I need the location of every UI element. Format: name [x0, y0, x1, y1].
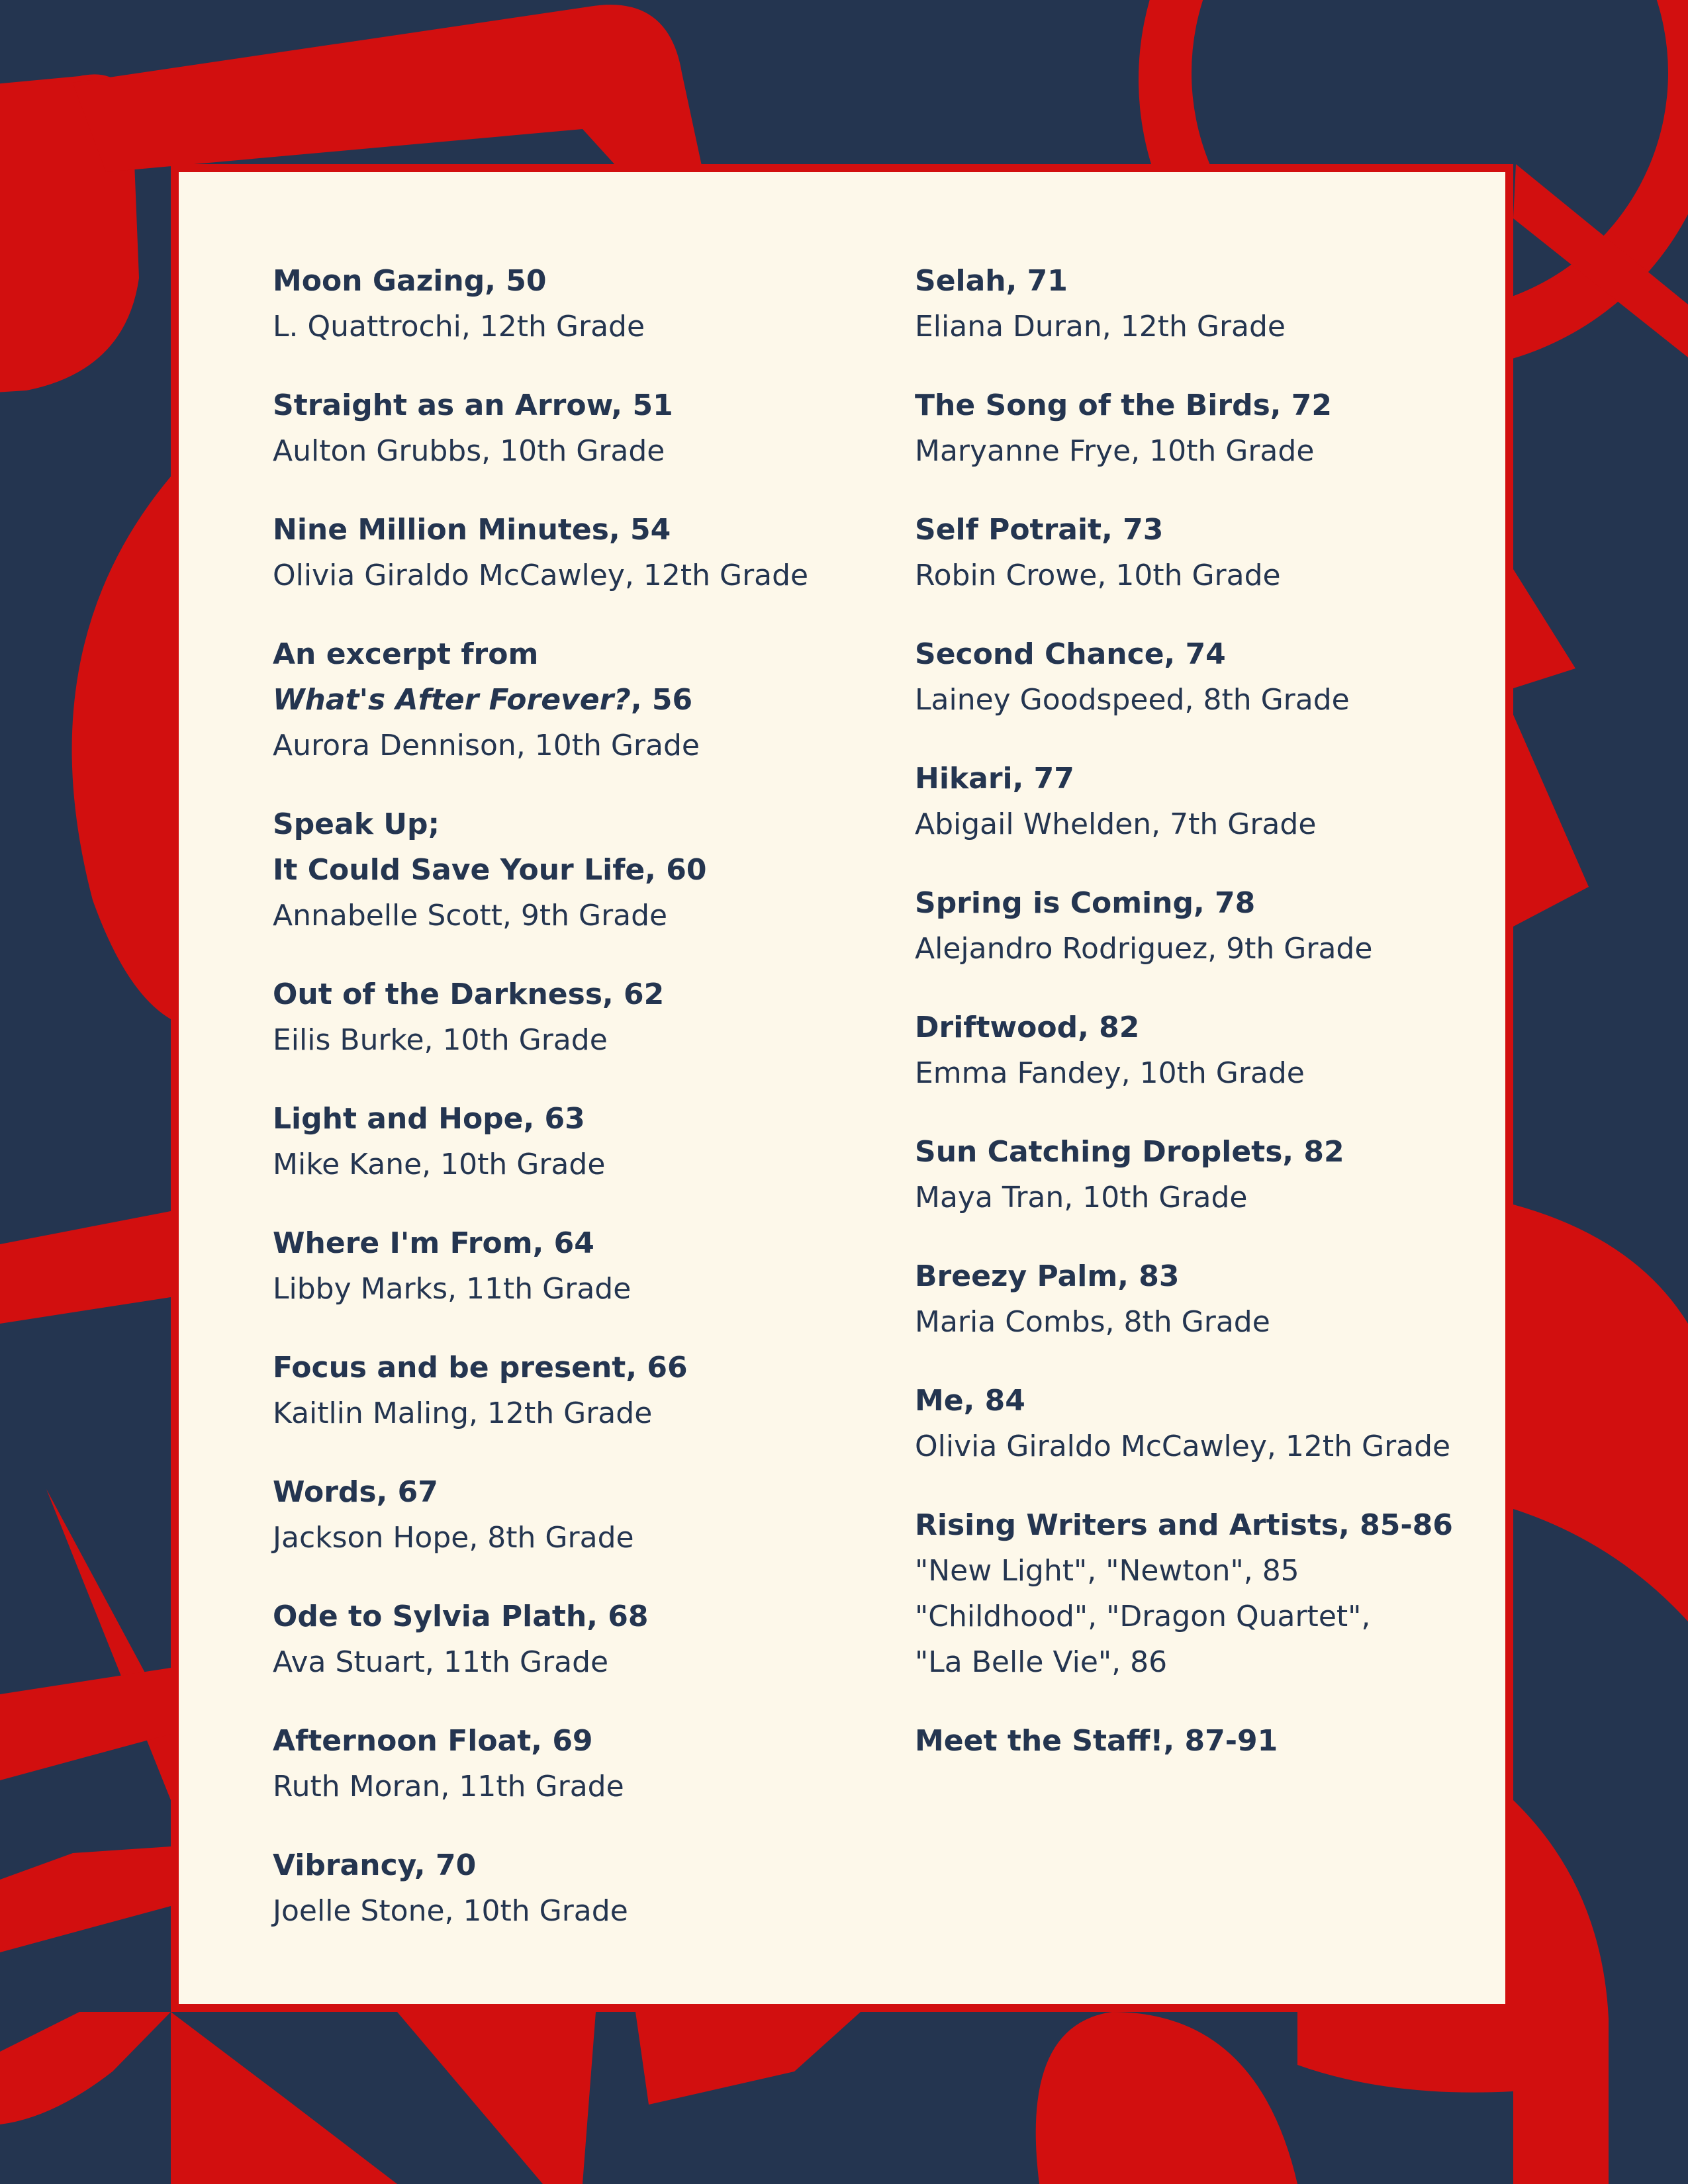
entry-author: Annabelle Scott, 9th Grade [273, 899, 668, 933]
entry-author: Ava Stuart, 11th Grade [273, 1645, 609, 1679]
entry-title: Spring is Coming, 78 [915, 886, 1256, 920]
entry-title: Sun Catching Droplets, 82 [915, 1135, 1344, 1169]
entry-detail-line: "New Light", "Newton", 85 [915, 1554, 1299, 1588]
entry-title: Straight as an Arrow, 51 [273, 388, 673, 422]
entry-title: Afternoon Float, 69 [273, 1724, 593, 1758]
toc-entry [273, 383, 895, 474]
entry-title: Meet the Staff!, 87-91 [915, 1724, 1278, 1758]
toc-entry [273, 801, 895, 938]
entry-author: Joelle Stone, 10th Grade [273, 1894, 628, 1928]
entry-author: Maria Combs, 8th Grade [915, 1305, 1270, 1339]
toc-entry [915, 383, 1511, 474]
entry-author: Aulton Grubbs, 10th Grade [273, 434, 665, 468]
entry-author: Mike Kane, 10th Grade [273, 1148, 606, 1181]
entry-author: Alejandro Rodriguez, 9th Grade [915, 932, 1373, 966]
toc-entry [915, 1129, 1511, 1220]
toc-left-column [273, 258, 895, 1967]
toc-entry [915, 631, 1511, 723]
toc-entry [915, 1718, 1511, 1764]
table-of-contents-panel [171, 164, 1513, 2012]
entry-author: Robin Crowe, 10th Grade [915, 559, 1281, 592]
entry-author: Olivia Giraldo McCawley, 12th Grade [273, 559, 809, 592]
entry-author: Abigail Whelden, 7th Grade [915, 807, 1317, 841]
entry-title: Me, 84 [915, 1384, 1025, 1418]
entry-title-line: Speak Up; [273, 807, 440, 841]
entry-title-line [273, 677, 895, 723]
toc-right-column [915, 258, 1511, 1797]
toc-entry [915, 1253, 1511, 1345]
entry-author: Jackson Hope, 8th Grade [273, 1521, 634, 1555]
toc-entry [273, 631, 895, 768]
entry-author: Olivia Giraldo McCawley, 12th Grade [915, 1430, 1451, 1463]
entry-author: Aurora Dennison, 10th Grade [273, 729, 700, 762]
entry-title: Breezy Palm, 83 [915, 1259, 1180, 1293]
entry-title-line: It Could Save Your Life, 60 [273, 853, 707, 887]
toc-entry [273, 507, 895, 598]
entry-title: Rising Writers and Artists, 85-86 [915, 1508, 1453, 1542]
entry-author: Lainey Goodspeed, 8th Grade [915, 683, 1350, 717]
entry-title: Ode to Sylvia Plath, 68 [273, 1600, 649, 1633]
toc-entry [915, 1502, 1511, 1685]
toc-entry [915, 1378, 1511, 1469]
toc-entry [273, 1469, 895, 1561]
entry-author: Eliana Duran, 12th Grade [915, 310, 1286, 343]
entry-author: L. Quattrochi, 12th Grade [273, 310, 645, 343]
entry-title-page: , 56 [630, 683, 693, 717]
toc-entry [273, 1594, 895, 1685]
entry-author: Eilis Burke, 10th Grade [273, 1023, 608, 1057]
entry-title: Driftwood, 82 [915, 1011, 1140, 1044]
toc-entry [273, 972, 895, 1063]
entry-title-line: An excerpt from [273, 637, 539, 671]
toc-entry [915, 507, 1511, 598]
toc-entry [273, 1220, 895, 1312]
entry-title: Self Potrait, 73 [915, 513, 1164, 547]
entry-author: Emma Fandey, 10th Grade [915, 1056, 1305, 1090]
entry-detail-line: "La Belle Vie", 86 [915, 1645, 1168, 1679]
toc-entry [273, 1843, 895, 1934]
entry-title: The Song of the Birds, 72 [915, 388, 1333, 422]
toc-entry [273, 1096, 895, 1187]
entry-author: Libby Marks, 11th Grade [273, 1272, 632, 1306]
toc-entry [273, 1345, 895, 1436]
entry-author: Maryanne Frye, 10th Grade [915, 434, 1315, 468]
toc-entry [915, 756, 1511, 847]
entry-title: Nine Million Minutes, 54 [273, 513, 671, 547]
entry-detail-line: "Childhood", "Dragon Quartet", [915, 1600, 1371, 1633]
entry-author: Maya Tran, 10th Grade [915, 1181, 1248, 1214]
entry-title: Second Chance, 74 [915, 637, 1226, 671]
entry-title: Light and Hope, 63 [273, 1102, 585, 1136]
entry-title: Focus and be present, 66 [273, 1351, 688, 1385]
entry-title: Vibrancy, 70 [273, 1848, 477, 1882]
entry-title: Where I'm From, 64 [273, 1226, 594, 1260]
entry-title: Out of the Darkness, 62 [273, 978, 665, 1011]
entry-title: Moon Gazing, 50 [273, 264, 547, 298]
toc-entry [273, 1718, 895, 1809]
entry-author: Kaitlin Maling, 12th Grade [273, 1396, 653, 1430]
entry-title-italic: What's After Forever? [273, 683, 631, 717]
toc-entry [915, 880, 1511, 972]
toc-entry [915, 258, 1511, 349]
toc-entry [915, 1005, 1511, 1096]
entry-title: Selah, 71 [915, 264, 1068, 298]
toc-entry [273, 258, 895, 349]
entry-title: Hikari, 77 [915, 762, 1074, 796]
entry-author: Ruth Moran, 11th Grade [273, 1770, 624, 1803]
entry-title: Words, 67 [273, 1475, 438, 1509]
